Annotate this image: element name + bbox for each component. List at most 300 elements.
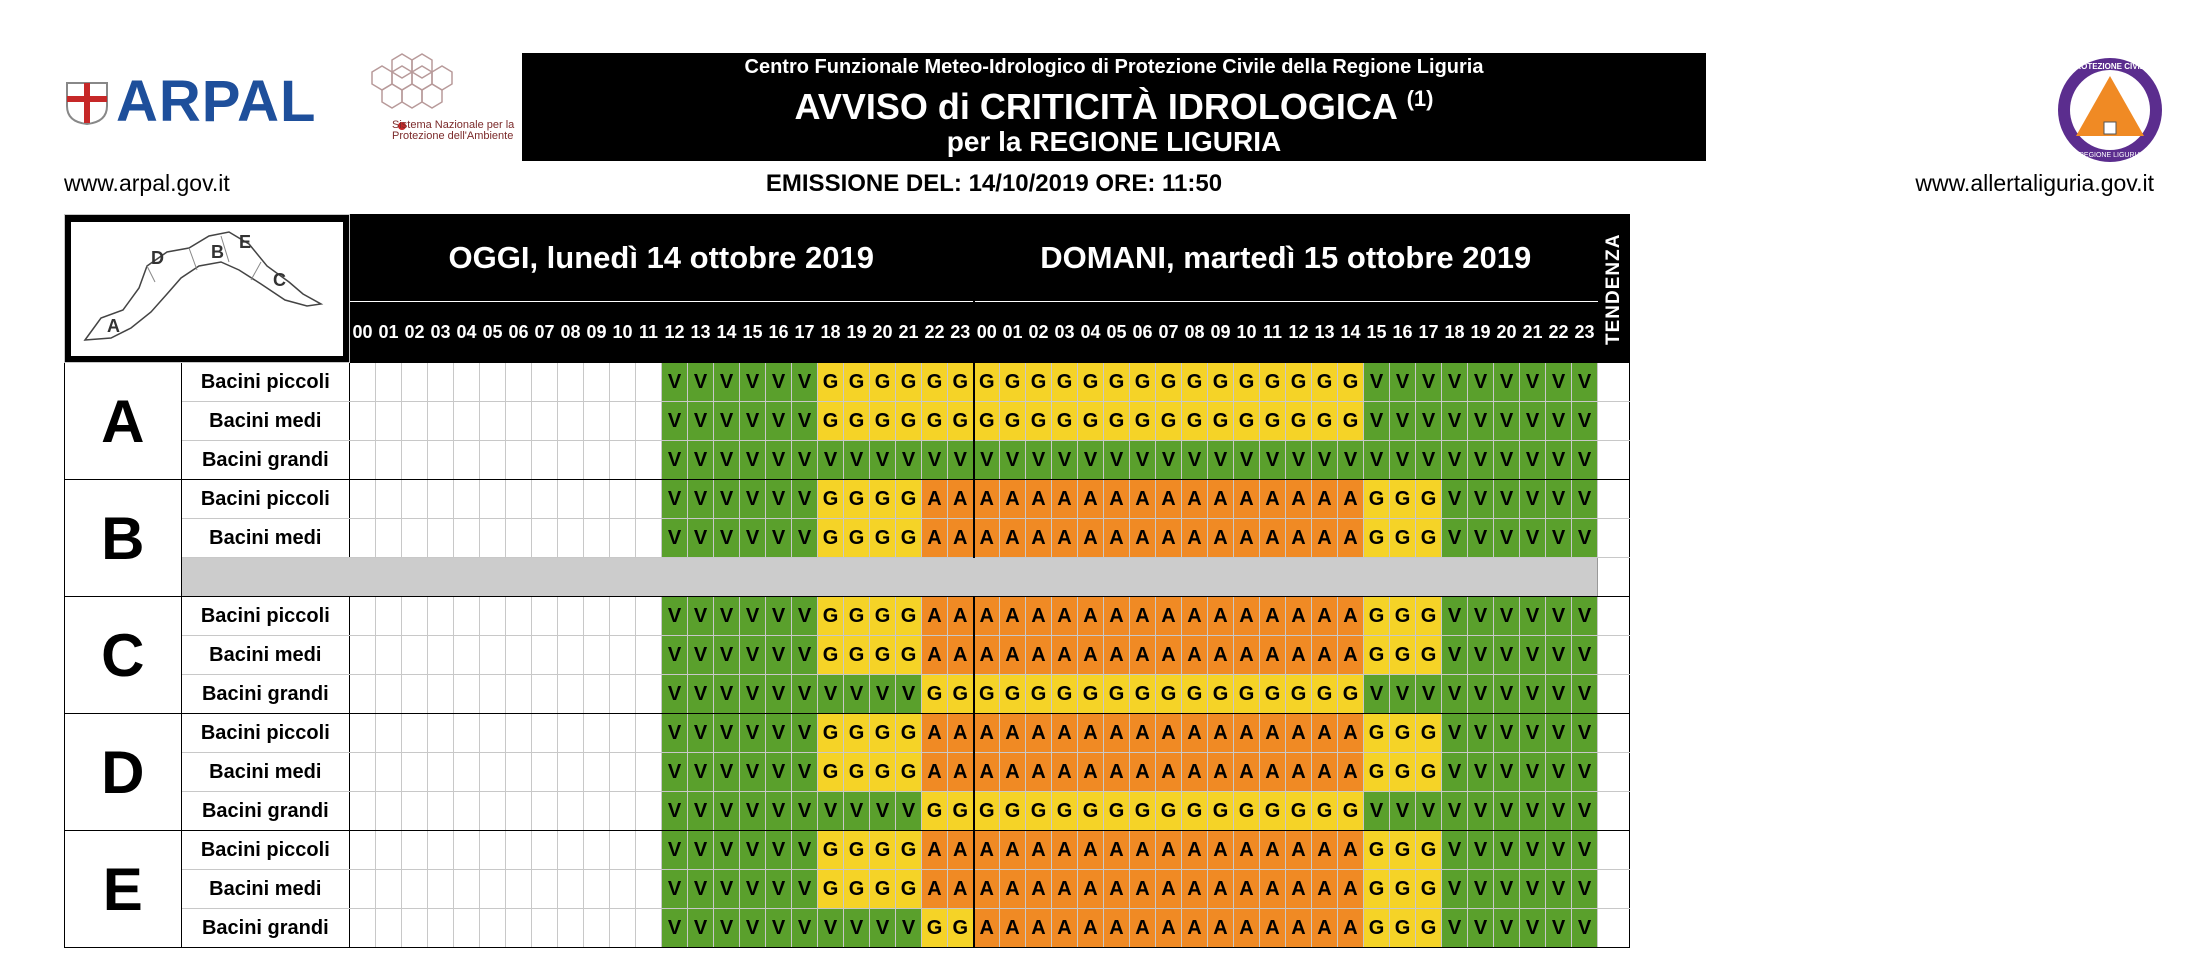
empty-cell xyxy=(636,363,662,402)
level-cell: A xyxy=(1260,714,1286,753)
level-cell: A xyxy=(1052,480,1078,519)
empty-cell xyxy=(610,441,636,480)
level-cell: A xyxy=(1026,519,1052,558)
day-today-header: OGGI, lunedì 14 ottobre 2019 xyxy=(350,215,974,302)
level-cell: V xyxy=(740,363,766,402)
level-cell: G xyxy=(1104,363,1130,402)
level-cell: A xyxy=(1026,753,1052,792)
level-cell: A xyxy=(1000,597,1026,636)
level-cell: V xyxy=(1364,792,1390,831)
level-cell: G xyxy=(818,402,844,441)
basin-label: Bacini medi xyxy=(181,870,349,909)
level-cell: V xyxy=(844,909,870,948)
empty-cell xyxy=(506,597,532,636)
empty-cell xyxy=(532,402,558,441)
level-cell: A xyxy=(1286,714,1312,753)
level-cell: G xyxy=(1416,597,1442,636)
level-cell: A xyxy=(1052,870,1078,909)
level-cell: V xyxy=(688,441,714,480)
level-cell: A xyxy=(1156,480,1182,519)
empty-cell xyxy=(454,441,480,480)
level-cell: V xyxy=(662,714,688,753)
empty-cell xyxy=(532,909,558,948)
hour-header: 20 xyxy=(870,302,896,363)
level-cell: V xyxy=(1442,402,1468,441)
table-row xyxy=(65,441,1630,480)
level-cell: V xyxy=(844,675,870,714)
level-cell: V xyxy=(662,792,688,831)
level-cell: A xyxy=(1312,519,1338,558)
level-cell: V xyxy=(1546,402,1572,441)
empty-cell xyxy=(350,753,376,792)
level-cell: V xyxy=(740,909,766,948)
level-cell: V xyxy=(1546,792,1572,831)
level-cell: V xyxy=(1494,363,1520,402)
level-cell: G xyxy=(1312,792,1338,831)
level-cell: G xyxy=(1286,792,1312,831)
empty-cell xyxy=(610,792,636,831)
level-cell: G xyxy=(1000,363,1026,402)
empty-cell xyxy=(558,597,584,636)
level-cell: A xyxy=(1312,831,1338,870)
level-cell: A xyxy=(1338,597,1364,636)
zone-label: A xyxy=(65,363,182,480)
empty-cell xyxy=(584,519,610,558)
empty-cell xyxy=(350,831,376,870)
level-cell: G xyxy=(844,636,870,675)
level-cell: A xyxy=(1338,480,1364,519)
level-cell: G xyxy=(1130,363,1156,402)
basin-label: Bacini medi xyxy=(181,636,349,675)
level-cell: V xyxy=(1468,870,1494,909)
empty-cell xyxy=(610,714,636,753)
level-cell: A xyxy=(1156,870,1182,909)
level-cell: G xyxy=(1390,597,1416,636)
level-cell: G xyxy=(870,831,896,870)
level-cell: G xyxy=(1052,675,1078,714)
basin-label: Bacini piccoli xyxy=(181,714,349,753)
hour-header: 17 xyxy=(792,302,818,363)
level-cell: V xyxy=(1494,402,1520,441)
level-cell: V xyxy=(1494,636,1520,675)
basin-label: Bacini piccoli xyxy=(181,597,349,636)
snpa-caption: Sistema Nazionale per la Protezione dell'Ambiente xyxy=(392,119,515,142)
table-row xyxy=(65,402,1630,441)
level-cell: G xyxy=(1156,792,1182,831)
empty-cell xyxy=(584,792,610,831)
level-cell: G xyxy=(1338,675,1364,714)
basin-label: Bacini grandi xyxy=(181,675,349,714)
level-cell: G xyxy=(1390,519,1416,558)
empty-cell xyxy=(350,480,376,519)
level-cell: A xyxy=(1234,519,1260,558)
table-row xyxy=(65,597,1630,636)
level-cell: V xyxy=(688,675,714,714)
level-cell: V xyxy=(688,792,714,831)
basin-label: Bacini medi xyxy=(181,519,349,558)
level-cell: A xyxy=(1286,480,1312,519)
level-cell: G xyxy=(896,870,922,909)
level-cell: G xyxy=(844,597,870,636)
level-cell: A xyxy=(1182,480,1208,519)
empty-cell xyxy=(584,753,610,792)
empty-cell xyxy=(610,870,636,909)
level-cell: V xyxy=(1442,636,1468,675)
level-cell: V xyxy=(662,597,688,636)
empty-cell xyxy=(636,753,662,792)
level-cell: V xyxy=(896,441,922,480)
level-cell: A xyxy=(1000,714,1026,753)
level-cell: G xyxy=(948,909,974,948)
hour-header: 13 xyxy=(688,302,714,363)
level-cell: A xyxy=(1104,753,1130,792)
level-cell: V xyxy=(818,675,844,714)
level-cell: A xyxy=(1104,480,1130,519)
level-cell: V xyxy=(1182,441,1208,480)
empty-cell xyxy=(402,480,428,519)
level-cell: G xyxy=(1182,363,1208,402)
trend-cell xyxy=(1598,597,1630,636)
level-cell: V xyxy=(662,870,688,909)
hour-header: 07 xyxy=(1156,302,1182,363)
level-cell: G xyxy=(844,753,870,792)
level-cell: V xyxy=(1416,792,1442,831)
level-cell: G xyxy=(1052,363,1078,402)
level-cell: G xyxy=(1130,402,1156,441)
pc-logo-top-text: PROTEZIONE CIVILE xyxy=(2069,62,2151,71)
level-cell: A xyxy=(1130,480,1156,519)
level-cell: V xyxy=(1494,441,1520,480)
level-cell: V xyxy=(740,480,766,519)
hour-header: 18 xyxy=(1442,302,1468,363)
level-cell: A xyxy=(1260,636,1286,675)
empty-cell xyxy=(454,870,480,909)
trend-cell xyxy=(1598,675,1630,714)
level-cell: A xyxy=(974,714,1000,753)
level-cell: V xyxy=(870,675,896,714)
level-cell: V xyxy=(688,870,714,909)
level-cell: A xyxy=(1234,753,1260,792)
empty-cell xyxy=(636,675,662,714)
empty-cell xyxy=(428,753,454,792)
level-cell: A xyxy=(1312,870,1338,909)
empty-cell xyxy=(454,519,480,558)
level-cell: G xyxy=(1052,402,1078,441)
level-cell: V xyxy=(740,441,766,480)
empty-cell xyxy=(506,480,532,519)
level-cell: V xyxy=(766,363,792,402)
empty-cell xyxy=(376,792,402,831)
protezione-civile-logo xyxy=(2056,56,2164,164)
level-cell: V xyxy=(792,870,818,909)
level-cell: A xyxy=(922,831,948,870)
empty-cell xyxy=(454,402,480,441)
level-cell: V xyxy=(714,714,740,753)
level-cell: V xyxy=(1416,363,1442,402)
empty-cell xyxy=(480,831,506,870)
empty-cell xyxy=(428,480,454,519)
level-cell: G xyxy=(896,597,922,636)
title-note: (1) xyxy=(1406,86,1434,111)
hour-header: 15 xyxy=(1364,302,1390,363)
level-cell: V xyxy=(1416,441,1442,480)
level-cell: V xyxy=(740,792,766,831)
empty-cell xyxy=(532,753,558,792)
basin-label: Bacini medi xyxy=(181,753,349,792)
level-cell: A xyxy=(974,636,1000,675)
trend-cell xyxy=(1598,831,1630,870)
level-cell: V xyxy=(1520,831,1546,870)
hour-header: 19 xyxy=(844,302,870,363)
empty-cell xyxy=(376,363,402,402)
level-cell: V xyxy=(714,480,740,519)
hour-header: 01 xyxy=(376,302,402,363)
level-cell: A xyxy=(948,870,974,909)
level-cell: A xyxy=(1078,831,1104,870)
level-cell: A xyxy=(1104,636,1130,675)
level-cell: V xyxy=(1052,441,1078,480)
level-cell: V xyxy=(1468,363,1494,402)
empty-cell xyxy=(558,714,584,753)
trend-cell xyxy=(1598,714,1630,753)
level-cell: A xyxy=(1000,519,1026,558)
level-cell: V xyxy=(740,753,766,792)
level-cell: A xyxy=(1078,870,1104,909)
level-cell: A xyxy=(1338,909,1364,948)
table-row xyxy=(65,363,1630,402)
level-cell: V xyxy=(1468,714,1494,753)
level-cell: V xyxy=(792,909,818,948)
level-cell: A xyxy=(1104,597,1130,636)
hour-header: 21 xyxy=(896,302,922,363)
level-cell: V xyxy=(662,675,688,714)
level-cell: A xyxy=(974,753,1000,792)
level-cell: G xyxy=(1260,402,1286,441)
level-cell: G xyxy=(922,792,948,831)
empty-cell xyxy=(428,792,454,831)
level-cell: V xyxy=(1546,675,1572,714)
zone-label: D xyxy=(65,714,182,831)
level-cell: V xyxy=(740,519,766,558)
level-cell: A xyxy=(1130,597,1156,636)
level-cell: V xyxy=(1208,441,1234,480)
hour-header: 17 xyxy=(1416,302,1442,363)
empty-cell xyxy=(506,675,532,714)
level-cell: G xyxy=(948,402,974,441)
empty-cell xyxy=(402,441,428,480)
hour-header: 10 xyxy=(1234,302,1260,363)
level-cell: A xyxy=(948,831,974,870)
level-cell: V xyxy=(1442,597,1468,636)
level-cell: G xyxy=(896,831,922,870)
table-row xyxy=(65,909,1630,948)
hour-header: 20 xyxy=(1494,302,1520,363)
level-cell: V xyxy=(1130,441,1156,480)
level-cell: A xyxy=(1208,480,1234,519)
level-cell: A xyxy=(1130,870,1156,909)
trend-cell xyxy=(1598,558,1630,597)
level-cell: V xyxy=(1520,714,1546,753)
level-cell: G xyxy=(1312,363,1338,402)
hour-header: 03 xyxy=(1052,302,1078,363)
arpal-url[interactable]: www.arpal.gov.it xyxy=(64,170,230,196)
level-cell: A xyxy=(1286,519,1312,558)
level-cell: G xyxy=(1104,675,1130,714)
empty-cell xyxy=(402,597,428,636)
empty-cell xyxy=(454,753,480,792)
hour-header: 06 xyxy=(506,302,532,363)
level-cell: V xyxy=(714,792,740,831)
table-row xyxy=(65,714,1630,753)
level-cell: V xyxy=(870,792,896,831)
empty-cell xyxy=(532,714,558,753)
level-cell: V xyxy=(1442,909,1468,948)
empty-cell xyxy=(428,441,454,480)
level-cell: A xyxy=(1338,870,1364,909)
level-cell: A xyxy=(948,480,974,519)
hour-header: 22 xyxy=(1546,302,1572,363)
trend-cell xyxy=(1598,519,1630,558)
level-cell: V xyxy=(714,597,740,636)
level-cell: G xyxy=(870,870,896,909)
hour-header: 10 xyxy=(610,302,636,363)
separator-row xyxy=(65,558,1630,597)
title-line2: AVVISO di CRITICITÀ IDROLOGICA $^{(1)}$ xyxy=(794,86,1434,127)
level-cell: G xyxy=(948,675,974,714)
level-cell: V xyxy=(766,831,792,870)
level-cell: A xyxy=(1026,870,1052,909)
level-cell: G xyxy=(818,519,844,558)
level-cell: V xyxy=(662,636,688,675)
pc-logo-bottom-text: REGIONE LIGURIA xyxy=(2078,152,2142,159)
level-cell: V xyxy=(1520,636,1546,675)
empty-cell xyxy=(402,753,428,792)
level-cell: V xyxy=(844,441,870,480)
level-cell: V xyxy=(766,441,792,480)
empty-cell xyxy=(558,402,584,441)
empty-cell xyxy=(428,831,454,870)
level-cell: G xyxy=(1208,402,1234,441)
empty-cell xyxy=(376,714,402,753)
level-cell: G xyxy=(1416,870,1442,909)
level-cell: G xyxy=(1078,363,1104,402)
level-cell: G xyxy=(1000,675,1026,714)
empty-cell xyxy=(532,480,558,519)
level-cell: A xyxy=(1078,753,1104,792)
level-cell: G xyxy=(1260,792,1286,831)
level-cell: A xyxy=(1104,714,1130,753)
level-cell: G xyxy=(1182,792,1208,831)
criticality-table xyxy=(64,214,1630,948)
level-cell: V xyxy=(1442,363,1468,402)
level-cell: V xyxy=(1494,753,1520,792)
allerta-url[interactable]: www.allertaliguria.gov.it xyxy=(1915,170,2154,196)
level-cell: V xyxy=(766,636,792,675)
level-cell: V xyxy=(714,363,740,402)
level-cell: A xyxy=(1312,636,1338,675)
hour-header: 03 xyxy=(428,302,454,363)
empty-cell xyxy=(636,831,662,870)
level-cell: G xyxy=(870,714,896,753)
level-cell: A xyxy=(974,909,1000,948)
empty-cell xyxy=(376,636,402,675)
level-cell: V xyxy=(766,402,792,441)
empty-cell xyxy=(402,714,428,753)
empty-cell xyxy=(454,792,480,831)
arpal-logo xyxy=(64,69,324,134)
level-cell: G xyxy=(948,363,974,402)
empty-cell xyxy=(350,792,376,831)
empty-cell xyxy=(376,831,402,870)
level-cell: V xyxy=(1442,519,1468,558)
empty-cell xyxy=(428,597,454,636)
level-cell: V xyxy=(1520,675,1546,714)
empty-cell xyxy=(506,519,532,558)
level-cell: V xyxy=(740,636,766,675)
level-cell: G xyxy=(1390,909,1416,948)
hour-header: 05 xyxy=(480,302,506,363)
level-cell: V xyxy=(1442,714,1468,753)
level-cell: G xyxy=(896,753,922,792)
empty-cell xyxy=(584,831,610,870)
empty-cell xyxy=(558,363,584,402)
empty-cell xyxy=(584,675,610,714)
level-cell: V xyxy=(1520,870,1546,909)
level-cell: A xyxy=(1338,831,1364,870)
level-cell: A xyxy=(922,480,948,519)
level-cell: G xyxy=(1130,675,1156,714)
liguria-map-icon xyxy=(71,222,343,356)
empty-cell xyxy=(636,909,662,948)
empty-cell xyxy=(584,909,610,948)
level-cell: A xyxy=(922,519,948,558)
level-cell: V xyxy=(766,480,792,519)
level-cell: G xyxy=(896,519,922,558)
title-line1: Centro Funzionale Meteo-Idrologico di Protezione Civile della Regione Liguria xyxy=(744,56,1484,78)
level-cell: V xyxy=(1494,519,1520,558)
empty-cell xyxy=(636,480,662,519)
level-cell: A xyxy=(1260,519,1286,558)
level-cell: A xyxy=(1078,714,1104,753)
level-cell: G xyxy=(1338,363,1364,402)
level-cell: G xyxy=(1182,402,1208,441)
level-cell: G xyxy=(896,714,922,753)
hour-header: 00 xyxy=(350,302,376,363)
level-cell: V xyxy=(662,831,688,870)
separator-cell xyxy=(181,558,1597,597)
level-cell: V xyxy=(1442,480,1468,519)
level-cell: V xyxy=(688,597,714,636)
level-cell: G xyxy=(1286,402,1312,441)
empty-cell xyxy=(558,675,584,714)
level-cell: A xyxy=(1286,753,1312,792)
level-cell: V xyxy=(844,792,870,831)
level-cell: G xyxy=(818,636,844,675)
level-cell: A xyxy=(1156,753,1182,792)
level-cell: V xyxy=(1520,519,1546,558)
empty-cell xyxy=(402,909,428,948)
level-cell: A xyxy=(1026,831,1052,870)
empty-cell xyxy=(636,792,662,831)
empty-cell xyxy=(480,441,506,480)
level-cell: V xyxy=(688,480,714,519)
empty-cell xyxy=(402,675,428,714)
level-cell: V xyxy=(792,753,818,792)
basin-label: Bacini medi xyxy=(181,402,349,441)
level-cell: G xyxy=(1364,753,1390,792)
level-cell: G xyxy=(896,402,922,441)
level-cell: V xyxy=(662,753,688,792)
